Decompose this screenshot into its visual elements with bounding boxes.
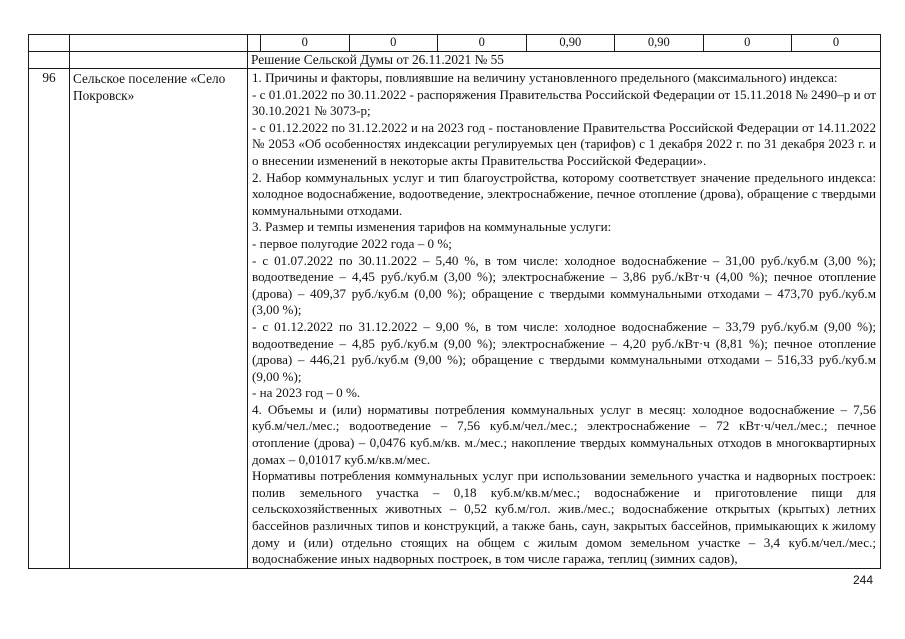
paragraph: - с 01.07.2022 по 30.11.2022 – 5,40 %, в том числе: холодное водоснабжение – 31,00 руб./куб.м (3,00 %); водоотведение – 4,45 руб./куб.м (3,00 %); электроснабжение – 3,86 руб./кВт·ч (4,00 %); печное отопление (дрова) – 409,37 руб./куб.м (0,00 %); обращение с твердыми коммунальными отходами – 473,70 руб./куб.м (3,00 %); (252, 252, 876, 318)
row-number: 96 (29, 69, 70, 569)
paragraph: - с 01.12.2022 по 31.12.2022 – 9,00 %, в том числе: холодное водоснабжение – 33,79 руб./куб.м (9,00 %); водоотведение – 4,85 руб./куб.м (9,00 %); электроснабжение – 4,20 руб./кВт·ч (8,81 %); печное отопление (дрова) – 446,21 руб./куб.м (9,00 %); обращение с твердыми коммунальными отходами – 516,33 руб./куб.м (9,00 %); (252, 318, 876, 384)
value-cell: 0,90 (615, 35, 704, 51)
empty-cell (29, 52, 70, 69)
page-number: 244 (852, 573, 873, 587)
spacer-cell (248, 35, 261, 51)
table-row (29, 35, 881, 52)
table-row (29, 52, 881, 69)
paragraph: 4. Объемы и (или) нормативы потребления коммунальных услуг в месяц: холодное водоснабжение – 7,56 куб.м/чел./мес.; водоотведение – 7,56 куб.м/чел./мес.; электроснабжение – 72 кВт·ч/чел./мес.; печное отопление (дрова) – 0,0476 куб.м/кв. м./мес.; накопление твердых коммунальных отходов в многоквартирных домах – 0,01017 куб.м/кв.м/мес. (252, 401, 876, 467)
settlement-name: Сельское поселение «Село Покровск» (70, 69, 248, 569)
paragraph: 3. Размер и темпы изменения тарифов на коммунальные услуги: (252, 219, 612, 235)
paragraph: - с 01.12.2022 по 31.12.2022 и на 2023 год - постановление Правительства Российской Федерации от 14.11.2022 № 2053 «Об особенностях индексации регулируемых цен (тарифов) с 1 декабря 2022 г. по 31 декабря 2023 г. и о внесении изменений в некоторые акты Правительства Российской Федерации». (252, 119, 876, 168)
document-page (28, 34, 881, 569)
table-row (29, 69, 881, 569)
paragraph: - первое полугодие 2022 года – 0 %; (252, 235, 452, 251)
value-cell: 0,90 (526, 35, 615, 51)
value-cell: 0 (261, 35, 350, 51)
paragraph: 2. Набор коммунальных услуг и тип благоустройства, которому соответствует значение предельного индекса: холодное водоснабжение, водоотведение, электроснабжение, печное отопление (дрова), обращение с твердыми коммунальными отходами. (252, 169, 876, 218)
empty-cell (29, 35, 70, 52)
paragraph: - с 01.01.2022 по 30.11.2022 - распоряжения Правительства Российской Федерации от 15.11.2018 № 2490–р и от 30.10.2021 № 3073-р; (252, 86, 876, 119)
tariff-table (28, 34, 881, 569)
paragraph: 1. Причины и факторы, повлиявшие на величину установленного предельного (максимального) индекса: (252, 70, 838, 85)
description-cell (248, 69, 881, 569)
value-cell: 0 (703, 35, 792, 51)
value-cell: 0 (832, 35, 840, 49)
value-cell: 0 (438, 35, 527, 51)
empty-cell (70, 52, 248, 69)
empty-cell (70, 35, 248, 52)
paragraph: - на 2023 год – 0 %. (252, 385, 361, 401)
values-cell (248, 35, 881, 52)
paragraph: Нормативы потребления коммунальных услуг при использовании земельного участка и надворных построек: полив земельного участка – 0,18 куб.м/кв.м/мес.; водоснабжение и приготовление пищи для сельскохозяйственных животных – 0,52 куб.м/гол. жив./мес.; водоснабжение открытых (крытых) летних бассейнов различных типов и конструкций, а также бань, саун, закрытых бассейнов, примыкающих к жилому дому и (или) отдельно стоящих на общем с жилым домом земельном участке – 3,4 куб.м/чел./мес.; водоснабжение иных надворных построек, в том числе гаража, теплиц (зимних садов), (252, 468, 876, 567)
decision-text: Решение Сельской Думы от 26.11.2021 № 55 (248, 52, 881, 69)
index-values-row (248, 35, 880, 51)
value-cell: 0 (349, 35, 438, 51)
